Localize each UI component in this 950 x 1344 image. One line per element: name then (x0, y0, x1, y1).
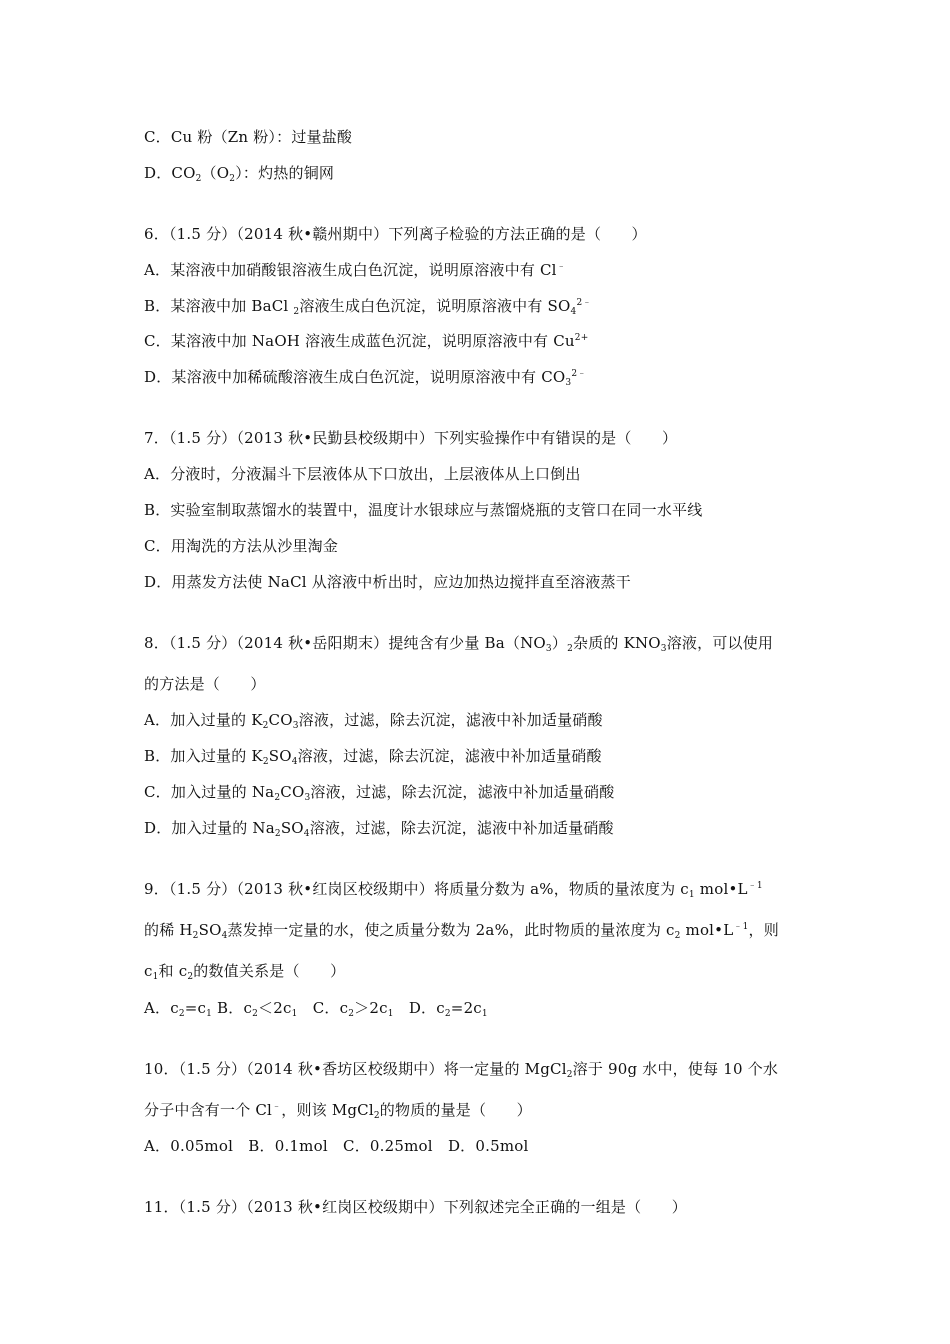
text-run: 4 (303, 829, 310, 839)
text-run: 溶液，过滤，除去沉淀，滤液中补加适量硝酸 (298, 711, 603, 729)
text-run: 2+ (574, 333, 589, 343)
text-run: 3 (565, 378, 572, 388)
text-run: =2c (450, 999, 482, 1017)
text-run: 溶液，过滤，除去沉淀，滤液中补加适量硝酸 (310, 783, 615, 801)
text-run: C．加入过量的 Na (144, 783, 275, 801)
text-run: CO (280, 783, 305, 801)
text-run: ﹣1 (747, 881, 763, 891)
text-line (144, 879, 763, 899)
text-line (144, 428, 677, 448)
text-line (144, 464, 581, 484)
text-run: ，则 (748, 921, 779, 939)
text-run: 4 (221, 931, 228, 941)
text-line (144, 500, 702, 520)
text-run: 1 (206, 1009, 213, 1019)
text-run: 溶液，可以使用 (666, 634, 774, 652)
text-line (144, 818, 614, 838)
text-line (144, 920, 779, 940)
text-run: ）：灼热的铜网 (235, 164, 335, 182)
text-run: SO (268, 747, 292, 765)
text-run: mol•L (680, 921, 734, 939)
text-line (144, 536, 338, 556)
text-run: 7．（1.5 分）（2013 秋•民勤县校级期中）下列实验操作中有错误的是（ ） (144, 429, 678, 447)
text-run: 2 (262, 721, 269, 731)
text-line (144, 1100, 532, 1120)
text-run: 9．（1.5 分）（2013 秋•红岗区校级期中）将质量分数为 a%，物质的量浓度为 c (144, 880, 689, 898)
text-line (144, 224, 647, 244)
text-line (144, 633, 773, 653)
text-line (144, 782, 614, 802)
text-run: 2 (566, 1070, 573, 1080)
text-run: 1 (291, 1009, 298, 1019)
text-run: 溶液，过滤，除去沉淀，滤液中补加适量硝酸 (309, 819, 614, 837)
text-run: B．加入过量的 K (144, 747, 263, 765)
text-run: 2 (674, 931, 681, 941)
text-run: D．c (393, 999, 445, 1017)
text-run: 分子中含有一个 Cl (144, 1101, 273, 1119)
text-run: 4 (570, 307, 577, 317)
text-run: CO (268, 711, 293, 729)
text-run: C．某溶液中加 NaOH 溶液生成蓝色沉淀，说明原溶液中有 Cu (144, 332, 575, 350)
text-run: 2 (262, 757, 269, 767)
text-run: ﹣1 (733, 922, 749, 932)
text-run: 8．（1.5 分）（2014 秋•岳阳期末）提纯含有少量 Ba（NO (144, 634, 546, 652)
text-run: 2 (348, 1009, 355, 1019)
text-run: 1 (481, 1009, 488, 1019)
text-run: 4 (291, 757, 298, 767)
text-run: A．c (144, 999, 179, 1017)
text-run: 2 (373, 1111, 380, 1121)
text-run: =c (184, 999, 207, 1017)
text-run: D．CO (144, 164, 196, 182)
text-line (144, 961, 345, 981)
text-run: C．用淘洗的方法从沙里淘金 (144, 537, 339, 555)
text-line (144, 1059, 778, 1079)
text-line (144, 710, 603, 730)
text-run: 2 (195, 174, 202, 184)
text-run: 2﹣ (576, 298, 592, 308)
text-line (144, 1136, 528, 1156)
text-run: 和 c (158, 962, 188, 980)
text-run: 2 (274, 829, 281, 839)
text-run: （O (201, 164, 230, 182)
text-run: 2 (293, 307, 300, 317)
text-run: B．某溶液中加 BaCl (144, 297, 294, 315)
text-line (144, 1197, 687, 1217)
text-run: c (144, 962, 153, 980)
text-run: C．Cu 粉（Zn 粉）：过量盐酸 (144, 128, 353, 146)
text-run: ＜2c (258, 999, 292, 1017)
text-run: 10．（1.5 分）（2014 秋•香坊区校级期中）将一定量的 MgCl (144, 1060, 567, 1078)
text-run: 2 (192, 931, 199, 941)
text-run: ﹣ (556, 262, 566, 272)
text-run: 2 (187, 972, 194, 982)
text-run: SO (280, 819, 304, 837)
text-run: A．某溶液中加硝酸银溶液生成白色沉淀，说明原溶液中有 Cl (144, 261, 557, 279)
text-run: 6．（1.5 分）（2014 秋•赣州期中）下列离子检验的方法正确的是（ ） (144, 225, 647, 243)
text-run: B．实验室制取蒸馏水的装置中，温度计水银球应与蒸馏烧瓶的支管口在同一水平线 (144, 501, 703, 519)
text-run: 2 (178, 1009, 185, 1019)
text-run: 2﹣ (571, 369, 587, 379)
text-run: A．分液时，分液漏斗下层液体从下口放出，上层液体从上口倒出 (144, 465, 581, 483)
text-run: B．c (212, 999, 253, 1017)
text-run: D．某溶液中加稀硫酸溶液生成白色沉淀，说明原溶液中有 CO (144, 368, 566, 386)
text-run: 2 (444, 1009, 451, 1019)
text-run: 2 (252, 1009, 259, 1019)
text-line (144, 998, 488, 1018)
text-run: 3 (292, 721, 299, 731)
text-run: 溶于 90g 水中，使每 10 个水 (572, 1060, 779, 1078)
text-line (144, 163, 334, 183)
text-run: 的稀 H (144, 921, 193, 939)
text-line (144, 331, 588, 351)
text-run: ＞2c (354, 999, 388, 1017)
text-run: 1 (152, 972, 159, 982)
text-run: 1 (387, 1009, 394, 1019)
text-run: 的物质的量是（ ） (379, 1101, 532, 1119)
text-run: ﹣ (272, 1102, 282, 1112)
text-run: 溶液，过滤，除去沉淀，滤液中补加适量硝酸 (297, 747, 602, 765)
text-line (144, 746, 602, 766)
text-run: 1 (688, 890, 695, 900)
text-run: 溶液生成白色沉淀，说明原溶液中有 SO (299, 297, 571, 315)
text-run: 11．（1.5 分）（2013 秋•红岗区校级期中）下列叙述完全正确的一组是（ ） (144, 1198, 687, 1216)
text-run: D．用蒸发方法使 NaCl 从溶液中析出时，应边加热边搅拌直至溶液蒸干 (144, 573, 631, 591)
text-run: 2 (274, 793, 281, 803)
text-run: A．加入过量的 K (144, 711, 263, 729)
text-run: ） (551, 634, 568, 652)
text-run: mol•L (694, 880, 748, 898)
text-run: 蒸发掉一定量的水，使之质量分数为 2a%，此时物质的量浓度为 c (227, 921, 675, 939)
text-line (144, 572, 631, 592)
text-run: 3 (545, 644, 552, 654)
text-line (144, 674, 266, 694)
text-run: C．c (297, 999, 349, 1017)
text-run: 2 (567, 644, 573, 654)
text-run: D．加入过量的 Na (144, 819, 275, 837)
text-run: 的数值关系是（ ） (193, 962, 346, 980)
text-line (144, 127, 352, 147)
text-run: ，则该 MgCl (281, 1101, 374, 1119)
text-run: A．0.05mol B．0.1mol C．0.25mol D．0.5mol (144, 1137, 529, 1155)
text-line (144, 296, 592, 316)
text-run: 的方法是（ ） (144, 675, 266, 693)
text-run: SO (198, 921, 222, 939)
text-run: 杂质的 KNO (573, 634, 661, 652)
text-line (144, 367, 586, 387)
text-run: 3 (304, 793, 311, 803)
text-run: 3 (660, 644, 667, 654)
text-line (144, 260, 566, 280)
text-run: 2 (229, 174, 236, 184)
